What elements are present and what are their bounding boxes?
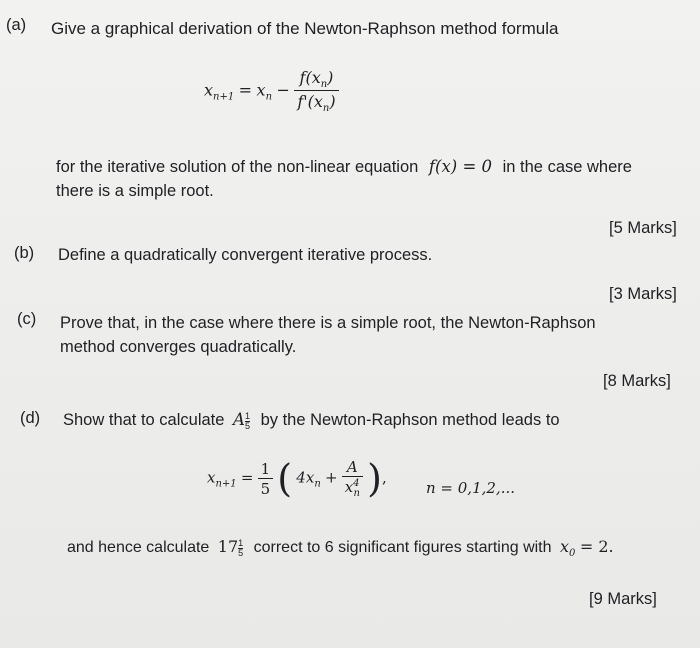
formula-lhs: x: [204, 80, 214, 100]
part-a-question: Give a graphical derivation of the Newton-Raphson method formula: [51, 19, 559, 38]
part-d-question: Show that to calculate A $\frac{1}{5}$ by the Newton-Raphson method leads to: [63, 410, 560, 431]
left-paren: (: [277, 456, 293, 501]
part-d-line2: and hence calculate 17 $\frac{1}{5}$ correct to 6 significant figures starting with $x_0 = 2$.: [67, 537, 614, 560]
seventeen-exponent: $\frac{1}{5}$: [238, 537, 244, 558]
part-c-line2: method converges quadratically.: [60, 338, 297, 356]
x0-symbol: x: [559, 537, 569, 556]
part-b-label: (b): [14, 244, 35, 262]
x0-value: = 2.: [579, 537, 614, 556]
right-paren: ): [367, 456, 382, 501]
equation-inline: f(x) = 0: [428, 157, 493, 176]
part-a-line3: there is a simple root.: [56, 182, 214, 200]
part-b-question: Define a quadratically convergent iterative process.: [58, 246, 433, 264]
formula-fraction: $\frac{f(x_n)}{f'(x_n)}$: [294, 68, 338, 114]
iteration-formula: $x_{n+1}$ = $\frac{1}{5}$ ( $4x_n$ + $\frac{A}{x^4_n}$ ),: [207, 456, 387, 501]
part-d-marks: [9 Marks]: [589, 590, 657, 608]
n-range: n = 0,1,2,...: [426, 479, 516, 497]
part-a-marks: [5 Marks]: [609, 219, 677, 237]
one-fifth-exponent: $\frac{1}{5}$: [244, 410, 250, 431]
part-a-line2: for the iterative solution of the non-linear equation f(x) = 0 in the case where: [56, 157, 632, 176]
part-d-label: (d): [20, 409, 41, 427]
newton-raphson-formula: $x_{n+1} = x_n$ − $\frac{f(x_n)}{f'(x_n)}$: [204, 68, 339, 114]
part-a-label: (a): [6, 16, 27, 34]
part-c-line1: Prove that, in the case where there is a simple root, the Newton-Raphson: [60, 314, 596, 332]
A-over-xn4-fraction: $\frac{A}{x^4_n}$: [342, 458, 363, 499]
seventeen: 17: [217, 537, 239, 556]
part-b-marks: [3 Marks]: [609, 285, 677, 303]
A-base: A: [233, 410, 245, 429]
one-fifth-fraction: $\frac{1}{5}$: [258, 460, 274, 498]
part-c-marks: [8 Marks]: [603, 372, 671, 390]
part-c-label: (c): [17, 310, 37, 328]
